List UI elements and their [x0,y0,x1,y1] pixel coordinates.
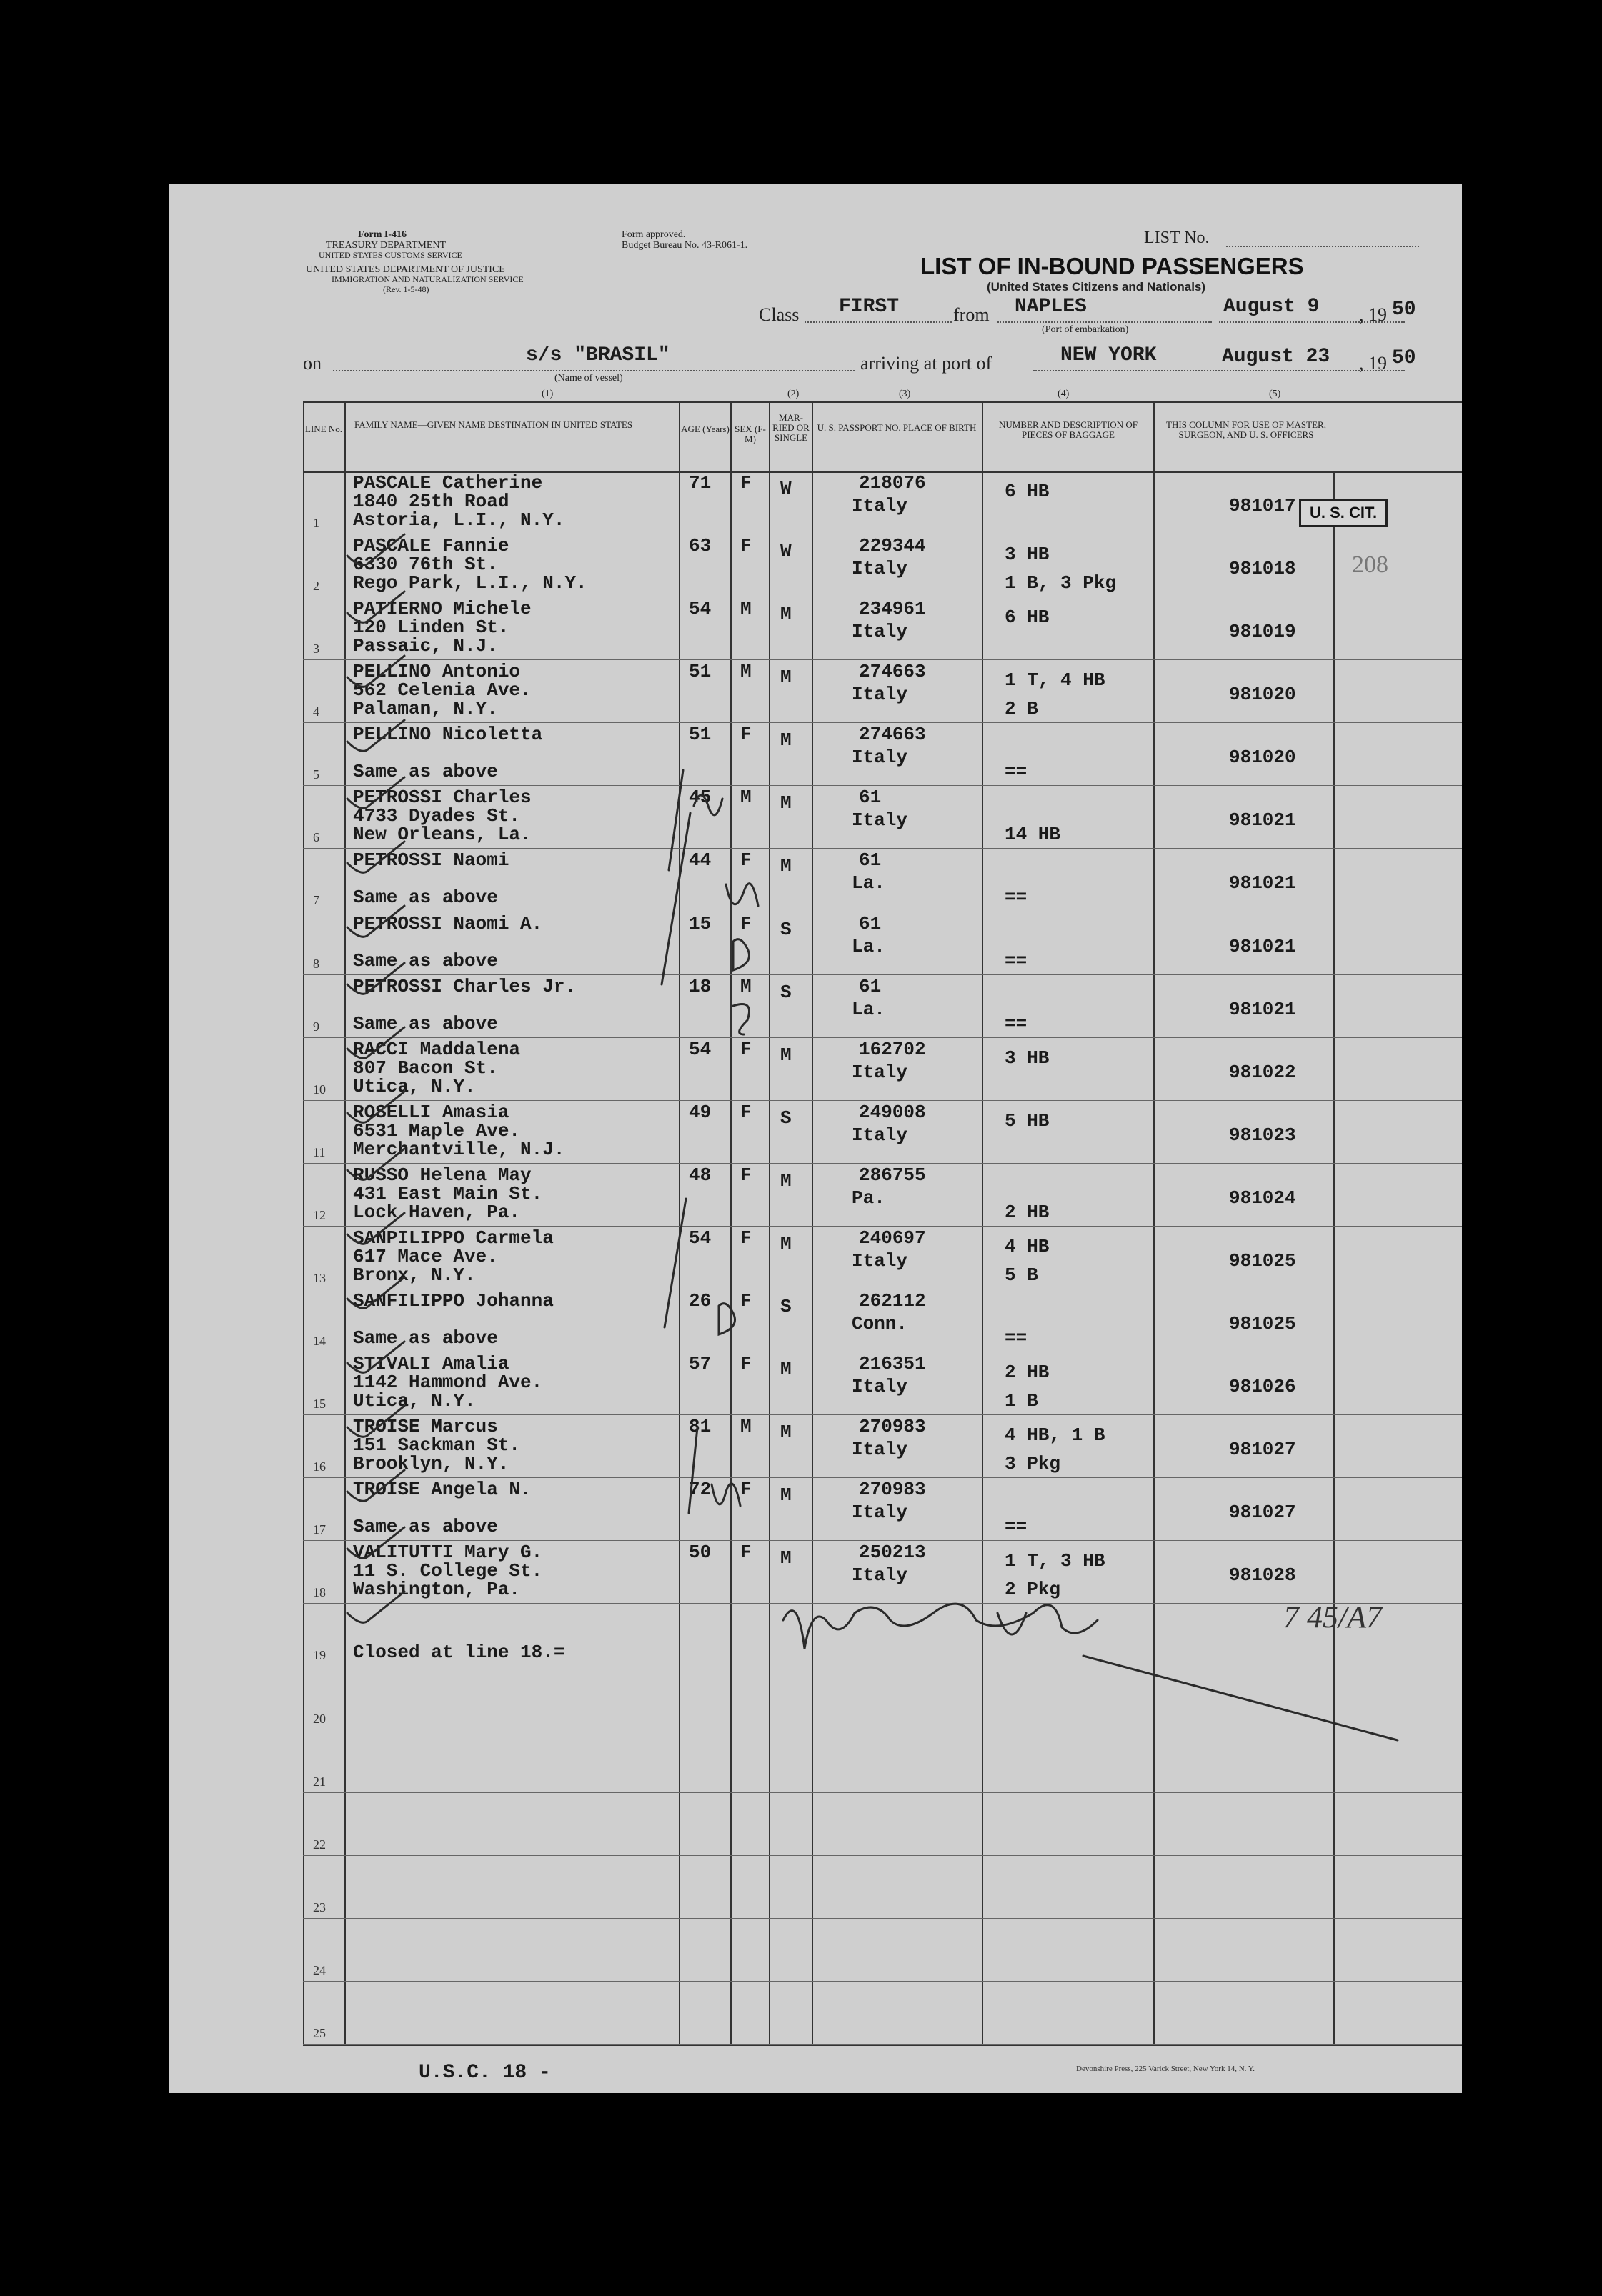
class-value: FIRST [839,296,900,318]
baggage-2: 3 Pkg [1005,1453,1061,1475]
age: 57 [689,1353,712,1375]
passport-number: 270983 [859,1416,926,1438]
marital-status: M [780,1044,792,1066]
place-of-birth: Italy [852,747,908,769]
baggage-1: 4 HB, 1 B [1005,1424,1105,1447]
sex: F [740,1542,752,1564]
arrival-date: August 23 [1222,346,1330,368]
age: 81 [689,1416,712,1438]
age: 72 [689,1479,712,1501]
address-street: 4733 Dyades St. [353,805,521,827]
passport-number: 61 [859,849,882,872]
age: 71 [689,472,712,494]
address-city: Same as above [353,1327,498,1349]
officer-number: 981026 [1229,1376,1296,1398]
marital-status: M [780,1169,792,1192]
class-label: Class [759,304,800,325]
passport-number: 270983 [859,1479,926,1501]
checkmark-icon [347,1027,404,1058]
age: 15 [689,912,712,934]
marital-status: M [780,1422,792,1444]
col-index: (5) [1269,389,1281,399]
handwritten-bracket [669,770,683,870]
baggage-2: == [1005,1012,1028,1034]
age: 18 [689,975,712,997]
officer-number: 981027 [1229,1439,1296,1461]
address-street: 1142 Hammond Ave. [353,1372,543,1394]
form-approved: Form approved. [622,229,686,240]
place-of-birth: Italy [852,1124,908,1146]
marital-status: M [780,855,792,877]
arrival-year-prefix: , 19 [1359,353,1387,374]
line-number: 6 [313,830,319,845]
baggage-1: 1 T, 4 HB [1005,669,1105,692]
place-of-birth: Italy [852,1061,908,1083]
line-number: 25 [313,2025,326,2040]
age: 48 [689,1164,712,1186]
col-header-sex: SEX (F-M) [735,424,766,444]
address-city: Merchantville, N.J. [353,1138,565,1160]
sex: M [740,1416,752,1438]
marital-status: W [780,478,792,499]
baggage-2: == [1005,949,1028,972]
sex: F [740,535,752,557]
handwritten-annotations [169,184,1462,2093]
age: 45 [689,787,712,809]
sex: M [740,661,752,683]
handwritten-bracket [733,1004,750,1035]
marital-status: S [780,1107,792,1129]
address-city: Utica, N.Y. [353,1390,476,1412]
handwritten-bracket [694,795,722,815]
arriving-label: arriving at port of [860,353,992,374]
line-number: 2 [313,579,319,594]
baggage-2: 5 B [1005,1264,1038,1286]
footer-printer: Devonshire Press, 225 Varick Street, New York 14, N. Y. [1076,2065,1255,2073]
passport-number: 216351 [859,1353,926,1375]
ins-service: IMMIGRATION AND NATURALIZATION SERVICE [332,274,524,284]
line-number: 17 [313,1522,326,1537]
place-of-birth: Italy [852,1564,908,1587]
us-citizen-stamp: U. S. CIT. [1299,499,1388,527]
baggage-2: 2 B [1005,698,1038,720]
vessel-label: (Name of vessel) [554,373,623,384]
sex: F [740,472,752,494]
handwritten-bracket [689,1427,697,1513]
officer-number: 981022 [1229,1061,1296,1083]
line-number: 19 [313,1648,326,1663]
line-number: 16 [313,1459,326,1474]
line-number: 8 [313,956,319,971]
baggage-2: == [1005,761,1028,783]
address-street: 431 East Main St. [353,1182,543,1204]
vessel-name: s/s "BRASIL" [526,344,670,366]
address-city: Palaman, N.Y. [353,698,498,720]
passenger-name: PASCALE Catherine [353,472,543,494]
handwritten-bracket [662,813,690,984]
place-of-birth: Italy [852,1376,908,1398]
passenger-name: STIVALI Amalia [353,1353,509,1375]
age: 54 [689,1227,712,1249]
place-of-birth: La. [852,872,885,894]
baggage-2: == [1005,1327,1028,1349]
col-header-passport: U. S. PASSPORT NO. PLACE OF BIRTH [817,422,977,433]
marital-status: M [780,667,792,689]
baggage-1: 3 HB [1005,544,1050,566]
on-label: on [303,353,322,374]
budget-bureau: Budget Bureau No. 43-R061-1. [622,240,748,251]
address-city: Same as above [353,949,498,972]
checkmark-icon [347,1470,404,1501]
passenger-name: RUSSO Helena May [353,1164,532,1186]
col-index: (1) [542,389,554,399]
officer-number: 981024 [1229,1187,1296,1209]
line-number: 20 [313,1711,326,1726]
line-number: 4 [313,704,319,719]
checkmark-icon [347,1149,404,1179]
officer-number: 981025 [1229,1313,1296,1335]
arrival-port: NEW YORK [1060,344,1157,366]
checkmark-icon [347,592,404,622]
address-city: Rego Park, L.I., N.Y. [353,572,587,594]
baggage-2: == [1005,1516,1028,1538]
place-of-birth: Italy [852,495,908,516]
place-of-birth: Italy [852,684,908,706]
officer-number: 981018 [1229,558,1296,580]
sex: F [740,1164,752,1186]
list-no-label: LIST No. [1144,229,1210,247]
address-city: Same as above [353,761,498,783]
address-street: 6330 76th St. [353,554,498,576]
sex: F [740,1101,752,1123]
line-number: 3 [313,642,319,657]
checkmark-icon [347,720,404,751]
baggage-1: 5 HB [1005,1109,1050,1132]
place-of-birth: Italy [852,621,908,643]
passenger-name: PETROSSI Charles Jr. [353,975,577,997]
customs-service: UNITED STATES CUSTOMS SERVICE [319,250,462,260]
address-city: Brooklyn, N.Y. [353,1453,509,1475]
line-number: 1 [313,516,319,530]
age: 49 [689,1101,712,1123]
checkmark-icon [347,842,404,872]
marital-status: S [780,918,792,940]
passport-number: 262112 [859,1290,926,1312]
marital-status: S [780,1296,792,1318]
revision: (Rev. 1-5-48) [383,284,429,294]
officer-number: 981025 [1229,1249,1296,1272]
line-number: 22 [313,1837,326,1852]
place-of-birth: La. [852,998,885,1020]
checkmark-icon [347,777,404,808]
place-of-birth: Italy [852,1249,908,1272]
address-street: 151 Sackman St. [353,1434,521,1457]
passport-number: 229344 [859,535,926,557]
address-city: Same as above [353,1012,498,1034]
passport-number: 234961 [859,598,926,620]
officer-number: 981019 [1229,621,1296,643]
baggage-1: 6 HB [1005,481,1050,502]
sex: M [740,975,752,997]
address-city: Passaic, N.J. [353,635,498,657]
baggage-2: 1 B, 3 Pkg [1005,572,1117,594]
passport-number: 61 [859,975,882,997]
handwritten-bracket [665,1199,686,1327]
handwritten-bracket [719,1304,735,1334]
line-number: 7 [313,893,319,908]
place-of-birth: Italy [852,809,908,832]
line-number: 10 [313,1082,326,1097]
diagonal-strike [1083,1656,1398,1740]
address-city: Lock Haven, Pa. [353,1201,521,1223]
age: 54 [689,598,712,620]
marital-status: M [780,1484,792,1507]
baggage-1: 2 HB [1005,1362,1050,1384]
officer-number: 981021 [1229,872,1296,894]
passport-number: 240697 [859,1227,926,1249]
handwritten-bracket [712,1484,740,1506]
address-city: Same as above [353,1516,498,1538]
age: 51 [689,724,712,746]
address-city: Astoria, L.I., N.Y. [353,509,565,531]
checkmark-icon [347,656,404,687]
sex: F [740,1353,752,1375]
address-city: Utica, N.Y. [353,1075,476,1097]
arrival-year: 50 [1392,347,1416,369]
line-number: 9 [313,1019,319,1034]
passenger-name: TROISE Marcus [353,1416,498,1438]
marital-status: M [780,604,792,626]
address-street: 6531 Maple Ave. [353,1119,521,1142]
checkmark-icon [347,1092,404,1122]
col-header-officers: THIS COLUMN FOR USE OF MASTER, SURGEON, AND U. S. OFFICERS [1166,419,1326,440]
place-of-birth: La. [852,935,885,957]
handwritten-bracket [726,884,758,906]
checkmark-icon [347,1342,404,1372]
passenger-name: SANPILIPPO Carmela [353,1227,554,1249]
place-of-birth: Pa. [852,1187,885,1209]
sex: F [740,1479,752,1501]
sex: F [740,849,752,872]
address-street: 120 Linden St. [353,617,509,639]
place-of-birth: Conn. [852,1313,908,1335]
address-street: 617 Mace Ave. [353,1245,498,1267]
age: 63 [689,535,712,557]
col-header-name: FAMILY NAME—GIVEN NAME DESTINATION IN UNITED STATES [354,419,633,430]
checkmark-icon [347,1213,404,1244]
checkmark-icon [347,1277,404,1308]
address-street: 1840 25th Road [353,491,509,512]
checkmark-icon [347,906,404,937]
col-header-line: LINE No. [305,424,342,434]
manifest-page [169,184,1462,2093]
passenger-name: SANFILIPPO Johanna [353,1290,554,1312]
checkmark-icon [347,1592,404,1622]
sex: F [740,1290,752,1312]
page-title: LIST OF IN-BOUND PASSENGERS [920,253,1304,279]
from-label: from [953,304,990,325]
passport-number: 218076 [859,472,926,494]
departure-year: 50 [1392,299,1416,321]
officer-number: 981020 [1229,747,1296,769]
line-number: 14 [313,1334,326,1349]
place-of-birth: Italy [852,1502,908,1524]
officer-number: 981017 [1229,495,1296,516]
sex: F [740,1038,752,1060]
passenger-name: PETROSSI Naomi [353,849,509,872]
col-header-married: MAR-RIED OR SINGLE [772,412,810,443]
passport-number: 249008 [859,1101,926,1123]
officer-number: 981028 [1229,1564,1296,1587]
passport-number: 250213 [859,1542,926,1564]
checkmark-icon [347,1406,404,1437]
officer-number: 981021 [1229,809,1296,832]
place-of-birth: Italy [852,558,908,580]
passenger-name: PELLINO Nicoletta [353,724,543,746]
line-number: 12 [313,1207,326,1222]
page-subtitle: (United States Citizens and Nationals) [987,280,1206,294]
line-number: 18 [313,1585,326,1600]
place-of-birth: Italy [852,1439,908,1461]
col-index: (4) [1058,389,1070,399]
treasury-dept: TREASURY DEPARTMENT [326,240,447,251]
age: 50 [689,1542,712,1564]
marital-status: M [780,729,792,752]
baggage-2: == [1005,887,1028,909]
officer-number: 981023 [1229,1124,1296,1146]
checkmark-icon [347,534,404,565]
handwritten-bracket [733,939,750,970]
address-street: 11 S. College St. [353,1560,543,1582]
marital-status: M [780,792,792,814]
passenger-name: VALITUTTI Mary G. [353,1542,543,1564]
officer-number: 981027 [1229,1502,1296,1524]
baggage-2: 1 B [1005,1390,1038,1412]
col-index: (2) [787,389,800,399]
address-city: New Orleans, La. [353,824,532,846]
marital-status: W [780,541,792,563]
passenger-name: ROSELLI Amasia [353,1101,509,1123]
baggage-1: 1 T, 3 HB [1005,1550,1105,1572]
sex: F [740,912,752,934]
baggage-2: 2 HB [1005,1201,1050,1223]
passenger-name: PATIERNO Michele [353,598,532,620]
passport-number: 274663 [859,724,926,746]
line-number: 24 [313,1962,326,1977]
line-number: 23 [313,1900,326,1915]
baggage-2: 14 HB [1005,824,1061,846]
passport-number: 274663 [859,661,926,683]
passport-number: 162702 [859,1038,926,1060]
port-embarkation-label: (Port of embarkation) [1042,324,1129,335]
age: 54 [689,1038,712,1060]
sex: M [740,787,752,809]
passport-number: 61 [859,787,882,809]
address-street: 807 Bacon St. [353,1057,498,1079]
line-number: 5 [313,767,319,782]
col-index: (3) [899,389,911,399]
form-number: Form I-416 [358,229,407,240]
address-city: Closed at line 18.= [353,1642,565,1664]
age: 44 [689,849,712,872]
passenger-name: PETROSSI Naomi A. [353,912,543,934]
handwritten-signature [783,1604,1098,1649]
officer-number: 981021 [1229,998,1296,1020]
marital-status: S [780,981,792,1003]
baggage-1: 4 HB [1005,1235,1050,1257]
justice-dept: UNITED STATES DEPARTMENT OF JUSTICE [306,264,505,275]
age: 26 [689,1290,712,1312]
stamp-number: 208 [1352,551,1388,578]
passport-number: 286755 [859,1164,926,1186]
address-street: 562 Celenia Ave. [353,679,532,702]
address-city: Washington, Pa. [353,1579,521,1601]
col-header-age: AGE (Years) [681,424,730,434]
sex: M [740,598,752,620]
passenger-name: PELLINO Antonio [353,661,521,683]
address-city: Bronx, N.Y. [353,1264,476,1286]
officer-number: 981021 [1229,935,1296,957]
baggage-2: 2 Pkg [1005,1579,1061,1601]
age: 51 [689,661,712,683]
line-number: 13 [313,1270,326,1285]
sex: F [740,1227,752,1249]
checkmark-icon [347,963,404,994]
handwritten-note: 7 45/A7 [1283,1599,1383,1634]
passport-number: 61 [859,912,882,934]
line-number: 15 [313,1397,326,1412]
departure-date: August 9 [1223,296,1320,318]
baggage-1: 6 HB [1005,607,1050,629]
line-number: 11 [313,1144,326,1159]
checkmark-icon [347,1527,404,1558]
from-value: NAPLES [1015,296,1087,318]
officer-number: 981020 [1229,684,1296,706]
passenger-name: PASCALE Fannie [353,535,509,557]
address-city: Same as above [353,887,498,909]
marital-status: M [780,1232,792,1254]
passenger-name: PETROSSI Charles [353,787,532,809]
footer-usc: U.S.C. 18 - [419,2062,551,2084]
departure-year-prefix: , 19 [1359,304,1387,325]
col-header-baggage: NUMBER AND DESCRIPTION OF PIECES OF BAGGAGE [999,419,1138,440]
line-number: 21 [313,1774,326,1789]
passenger-name: TROISE Angela N. [353,1479,532,1501]
passenger-name: RACCI Maddalena [353,1038,521,1060]
baggage-1: 3 HB [1005,1047,1050,1069]
marital-status: M [780,1547,792,1569]
sex: F [740,724,752,746]
marital-status: M [780,1359,792,1381]
